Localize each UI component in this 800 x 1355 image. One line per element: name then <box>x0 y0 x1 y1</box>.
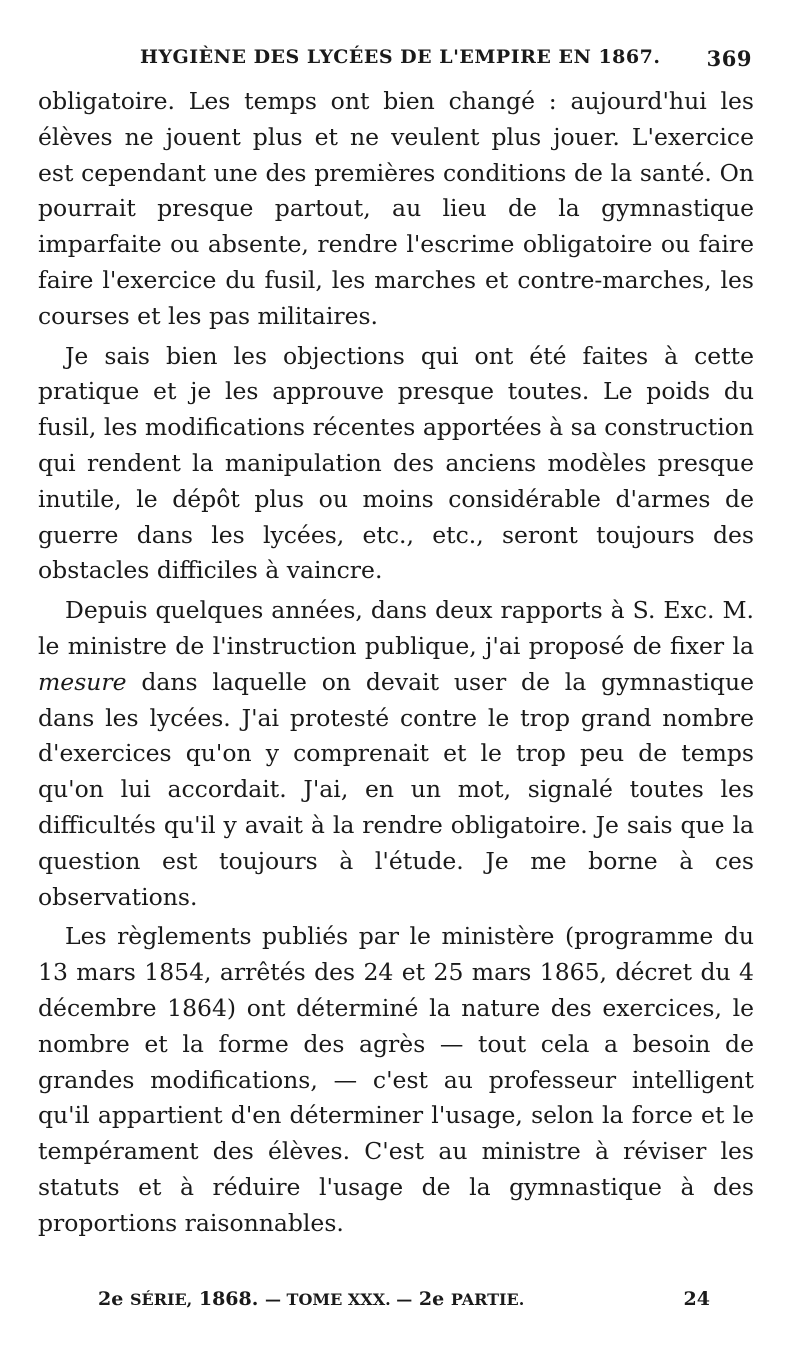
paragraph-3-rest: dans laquelle on devait user de la gymnastique dans les lycées. J'ai protesté contre le trop grand nombre d'exercices qu'on y comprenait et le trop peu de temps qu'on lui accordait. J'ai, en un mot, signalé toutes les difficultés qu'il y avait à la rendre obligatoire. Je sais que la question est toujours à l'étude. Je me borne à ces observations. <box>38 667 754 911</box>
emphasized-word: mesure <box>38 667 127 696</box>
paragraph-2: Je sais bien les objections qui ont été faites à cette pratique et je les approuve presque toutes. Le poids du fusil, les modifications récentes apportées à sa construction qui rendent la manipulation des anciens modèles presque inutile, le dépôt plus ou moins considérable d'armes de guerre dans les lycées, etc., etc., seront toujours des obstacles difficiles à vaincre. <box>38 341 754 585</box>
running-title: HYGIÈNE DES LYCÉES DE L'EMPIRE EN 1867. <box>140 46 661 68</box>
series-year: 1868. <box>198 1288 259 1310</box>
running-header <box>140 46 752 76</box>
series-word: SÉRIE, <box>129 1290 193 1309</box>
page-number: 369 <box>706 46 752 71</box>
text-body <box>38 84 754 1242</box>
signature-number: 24 <box>683 1288 710 1310</box>
series-signature <box>98 1288 524 1310</box>
paragraph-3 <box>38 593 754 915</box>
part-word: PARTIE. <box>450 1290 525 1309</box>
page-footer <box>98 1288 710 1318</box>
part-number: 2e <box>418 1288 445 1310</box>
paragraph-3-lead: Depuis quelques années, dans deux rapports à S. Exc. M. le ministre de l'instruction publique, j'ai proposé de fixer la <box>38 596 754 660</box>
paragraph-1: obligatoire. Les temps ont bien changé : aujourd'hui les élèves ne jouent plus et ne veulent plus jouer. L'exercice est cependant une des premières conditions de la santé. On pourrait presque partout, au lieu de la gymnastique imparfaite ou absente, rendre l'escrime obligatoire ou faire faire l'exercice du fusil, les marches et contre-marches, les courses et les pas militaires. <box>38 87 754 330</box>
series-number: 2e <box>98 1288 124 1310</box>
tome-label: — TOME XXX. — <box>264 1290 413 1309</box>
paragraph-4: Les règlements publiés par le ministère (programme du 13 mars 1854, arrêtés des 24 et 25 mars 1865, décret du 4 décembre 1864) ont déterminé la nature des exercices, le nombre et la forme des agrès — tout cela a besoin de grandes modifications, — c'est au professeur intelligent qu'il appartient d'en déterminer l'usage, selon la force et le tempérament des élèves. C'est au ministre à réviser les statuts et à réduire l'usage de la gymnastique à des proportions raisonnables. <box>38 922 754 1237</box>
